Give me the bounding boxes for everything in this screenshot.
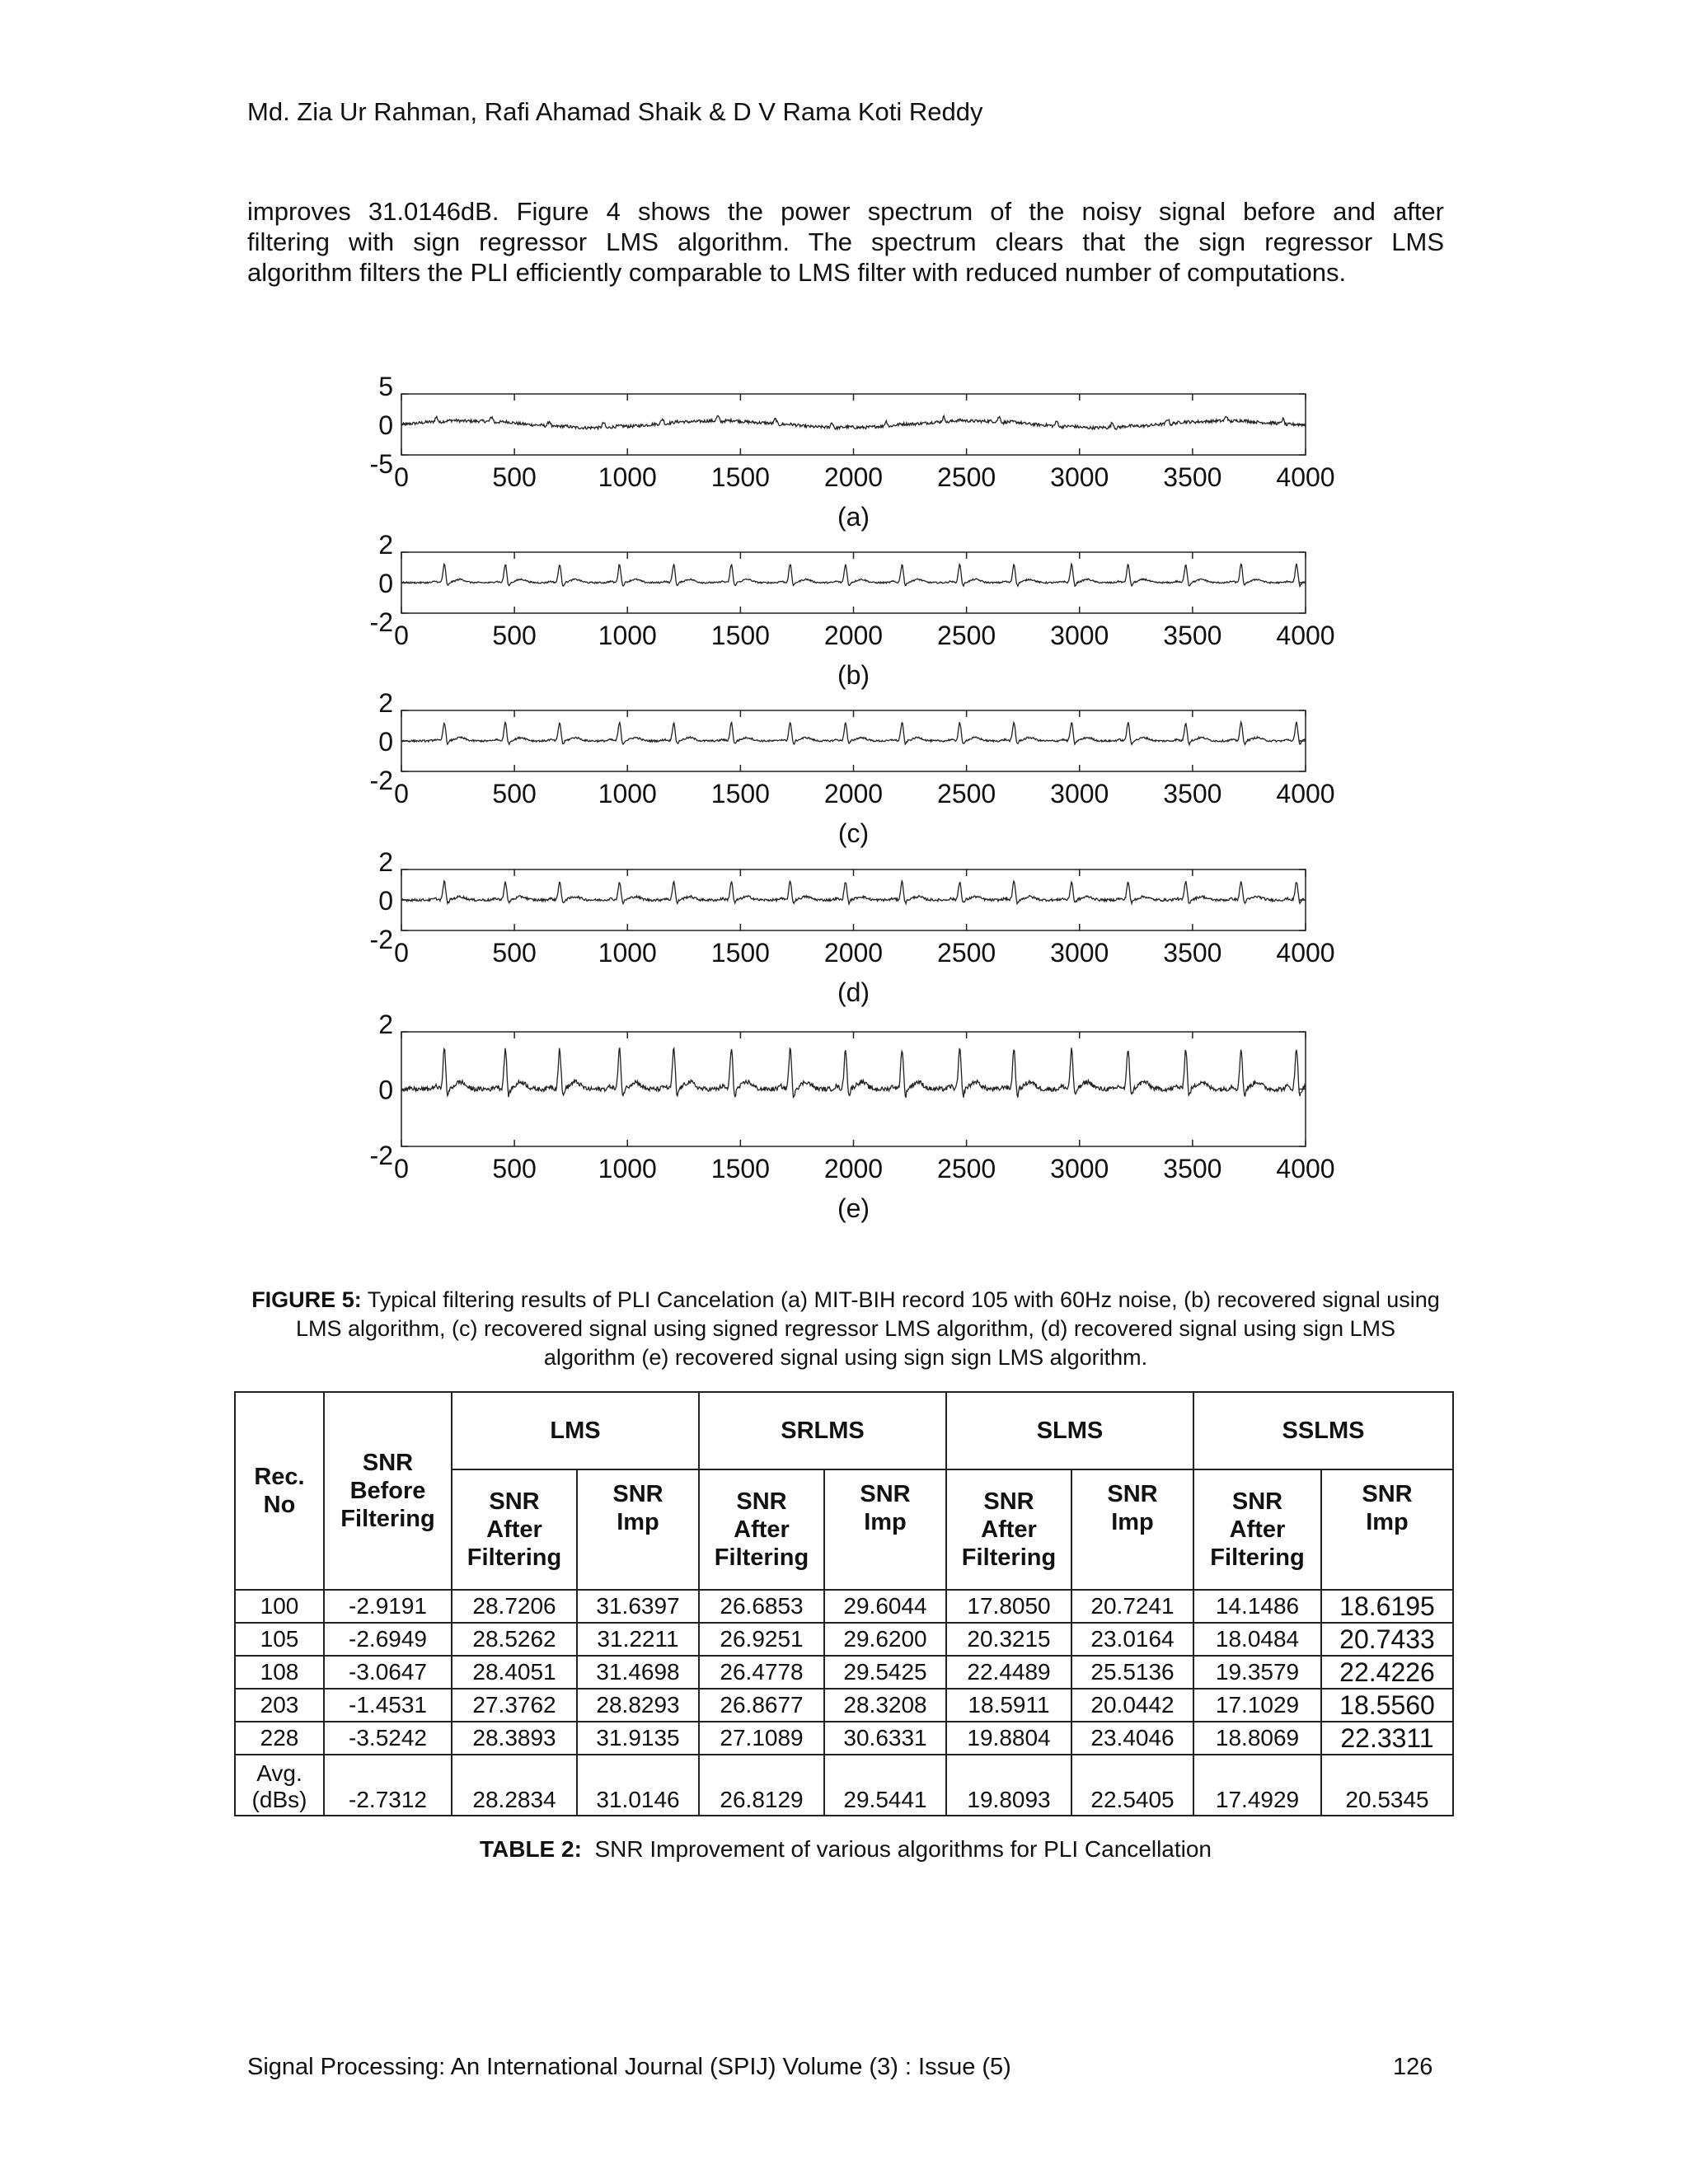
x-tick-label: 3500 xyxy=(1163,779,1222,808)
x-tick-label: 3000 xyxy=(1050,621,1109,650)
table-cell: 31.6397 xyxy=(577,1590,699,1623)
table-row xyxy=(235,1755,1453,1816)
x-tick-label: 2500 xyxy=(937,1154,996,1183)
table-cell: 18.6195 xyxy=(1321,1590,1453,1623)
x-tick-label: 1000 xyxy=(598,621,657,650)
table-cell: 26.6853 xyxy=(699,1590,824,1623)
group-header-srlms: SRLMS xyxy=(699,1392,946,1469)
table-cell: -3.5242 xyxy=(324,1722,452,1755)
sub-header-after: SNR After Filtering xyxy=(452,1469,577,1590)
table-cell: 29.6200 xyxy=(824,1623,946,1656)
table-cell: -2.7312 xyxy=(324,1755,452,1816)
table-row xyxy=(235,1689,1453,1722)
table-cell: -2.9191 xyxy=(324,1590,452,1623)
x-tick-label: 4000 xyxy=(1276,779,1335,808)
figure-caption-label: FIGURE 5: xyxy=(251,1287,362,1312)
x-tick-label: 1500 xyxy=(710,938,770,968)
table-cell: 108 xyxy=(235,1656,324,1689)
subplot-label: (d) xyxy=(837,977,870,1007)
subplot-label: (b) xyxy=(837,660,870,690)
snr-table xyxy=(234,1391,1454,1816)
table-cell: 22.4489 xyxy=(946,1656,1071,1689)
x-tick-label: 0 xyxy=(394,621,409,650)
x-tick-label: 4000 xyxy=(1276,462,1335,492)
ecg-series-e xyxy=(401,1047,1306,1098)
sub-header-imp: SNR Imp xyxy=(824,1469,946,1590)
table-cell: 31.4698 xyxy=(577,1656,699,1689)
table-cell: 28.5262 xyxy=(452,1623,577,1656)
x-tick-label: 4000 xyxy=(1276,1154,1335,1183)
x-tick-label: 2000 xyxy=(823,1154,884,1183)
table-cell: 19.8804 xyxy=(946,1722,1071,1755)
table-cell: 23.4046 xyxy=(1071,1722,1193,1755)
x-tick-label: 3500 xyxy=(1163,1154,1222,1183)
x-tick-label: 500 xyxy=(492,938,537,968)
figure-caption-text: Typical filtering results of PLI Cancelation (a) MIT-BIH record 105 with 60Hz noise, (b) recovered signal using LMS algorithm, (c) recovered signal using signed regressor LMS algorithm, (d) recovered signal using sign LMS algorithm (e) recovered signal using sign sign LMS algorithm. xyxy=(295,1287,1440,1370)
y-tick-label: 0 xyxy=(378,410,393,440)
y-tick-label: 2 xyxy=(378,1010,393,1039)
table-row xyxy=(235,1722,1453,1755)
table-cell: -2.6949 xyxy=(324,1623,452,1656)
table-cell: 27.1089 xyxy=(699,1722,824,1755)
y-tick-label: -2 xyxy=(369,1141,393,1170)
table-cell: 26.4778 xyxy=(699,1656,824,1689)
table-cell: 100 xyxy=(235,1590,324,1623)
x-tick-label: 1000 xyxy=(598,462,657,492)
sub-header-after: SNR After Filtering xyxy=(1193,1469,1321,1590)
footer-journal: Signal Processing: An International Journal (SPIJ) Volume (3) : Issue (5) xyxy=(247,2054,1011,2080)
table-cell: 28.3893 xyxy=(452,1722,577,1755)
table-cell: 29.5425 xyxy=(824,1656,946,1689)
sub-header-after: SNR After Filtering xyxy=(699,1469,824,1590)
y-tick-label: -2 xyxy=(369,925,393,954)
table-cell: 20.3215 xyxy=(946,1623,1071,1656)
table-cell: 23.0164 xyxy=(1071,1623,1193,1656)
table-cell: 17.8050 xyxy=(946,1590,1071,1623)
table-cell: 19.3579 xyxy=(1193,1656,1321,1689)
x-tick-label: 500 xyxy=(492,1154,537,1183)
y-tick-label: 2 xyxy=(378,847,393,877)
table-cell: 25.5136 xyxy=(1071,1656,1193,1689)
ecg-series-c xyxy=(401,722,1306,745)
figure-caption xyxy=(247,1286,1444,1372)
table-cell: 26.8129 xyxy=(699,1755,824,1816)
x-tick-label: 3500 xyxy=(1163,621,1222,650)
table-cell: Avg. (dBs) xyxy=(235,1755,324,1816)
table-cell: 203 xyxy=(235,1689,324,1722)
table-cell: 22.4226 xyxy=(1321,1656,1453,1689)
table-cell: 29.5441 xyxy=(824,1755,946,1816)
x-tick-label: 3000 xyxy=(1050,779,1109,808)
y-tick-label: 0 xyxy=(378,727,393,757)
col-header-before: SNR Before Filtering xyxy=(324,1392,452,1590)
x-tick-label: 2000 xyxy=(823,462,884,492)
y-tick-label: 0 xyxy=(378,1075,393,1105)
x-tick-label: 1500 xyxy=(710,462,770,492)
subplot-label: (c) xyxy=(837,818,870,848)
x-tick-label: 2500 xyxy=(937,779,996,808)
y-tick-label: 2 xyxy=(378,688,393,718)
y-tick-label: 0 xyxy=(378,569,393,598)
sub-header-imp: SNR Imp xyxy=(577,1469,699,1590)
x-tick-label: 3000 xyxy=(1050,462,1109,492)
table-caption-label: TABLE 2: xyxy=(479,1836,582,1862)
table-cell: 28.2834 xyxy=(452,1755,577,1816)
y-tick-label: 5 xyxy=(378,372,393,401)
sub-header-imp: SNR Imp xyxy=(1321,1469,1453,1590)
sub-header-after: SNR After Filtering xyxy=(946,1469,1071,1590)
table-cell: 17.1029 xyxy=(1193,1689,1321,1722)
x-tick-label: 3000 xyxy=(1050,938,1109,968)
table-cell: 28.3208 xyxy=(824,1689,946,1722)
table-cell: 31.9135 xyxy=(577,1722,699,1755)
x-tick-label: 500 xyxy=(492,462,537,492)
x-tick-label: 2500 xyxy=(937,621,996,650)
footer-page-number: 126 xyxy=(1393,2054,1433,2080)
table-cell: 27.3762 xyxy=(452,1689,577,1722)
x-tick-label: 0 xyxy=(394,938,409,968)
table-cell: 28.4051 xyxy=(452,1656,577,1689)
table-cell: 228 xyxy=(235,1722,324,1755)
subplot-label: (e) xyxy=(837,1193,870,1223)
y-tick-label: -2 xyxy=(369,607,393,637)
table-cell: 22.3311 xyxy=(1321,1722,1453,1755)
x-tick-label: 1500 xyxy=(710,1154,770,1183)
table-row xyxy=(235,1590,1453,1623)
table-row xyxy=(235,1656,1453,1689)
table-cell: 26.8677 xyxy=(699,1689,824,1722)
x-tick-label: 1500 xyxy=(710,779,770,808)
paragraph-line: algorithm filters the PLI efficiently comparable to LMS filter with reduced number of computations. xyxy=(247,258,1347,287)
running-header: Md. Zia Ur Rahman, Rafi Ahamad Shaik & D V Rama Koti Reddy xyxy=(247,97,983,126)
y-tick-label: 0 xyxy=(378,886,393,916)
table-cell: 31.0146 xyxy=(577,1755,699,1816)
x-tick-label: 0 xyxy=(394,462,409,492)
x-tick-label: 2500 xyxy=(937,462,996,492)
ecg-series-d xyxy=(401,881,1306,904)
x-tick-label: 0 xyxy=(394,779,409,808)
x-tick-label: 4000 xyxy=(1276,938,1335,968)
table-cell: 22.5405 xyxy=(1071,1755,1193,1816)
x-tick-label: 3500 xyxy=(1163,462,1222,492)
table-cell: 18.0484 xyxy=(1193,1623,1321,1656)
table-cell: 26.9251 xyxy=(699,1623,824,1656)
x-tick-label: 4000 xyxy=(1276,621,1335,650)
table-cell: 20.0442 xyxy=(1071,1689,1193,1722)
table-cell: 30.6331 xyxy=(824,1722,946,1755)
paragraph-line: filtering with sign regressor LMS algorithm. The spectrum clears that the sign regressor LMS xyxy=(247,227,1444,256)
x-tick-label: 2500 xyxy=(937,938,996,968)
table-caption-text: SNR Improvement of various algorithms for PLI Cancellation xyxy=(581,1836,1212,1862)
table-cell: 28.7206 xyxy=(452,1590,577,1623)
x-tick-label: 3000 xyxy=(1050,1154,1109,1183)
x-tick-label: 1500 xyxy=(710,621,770,650)
x-tick-label: 1000 xyxy=(598,938,657,968)
col-header-rec: Rec. No xyxy=(235,1392,324,1590)
table-cell: 28.8293 xyxy=(577,1689,699,1722)
ecg-series-b xyxy=(401,564,1306,587)
ecg-series-a xyxy=(401,415,1306,429)
x-tick-label: 500 xyxy=(492,621,537,650)
x-tick-label: 0 xyxy=(394,1154,409,1183)
table-cell: 18.5911 xyxy=(946,1689,1071,1722)
group-header-slms: SLMS xyxy=(946,1392,1193,1469)
sub-header-imp: SNR Imp xyxy=(1071,1469,1193,1590)
table-cell: 18.8069 xyxy=(1193,1722,1321,1755)
x-tick-label: 1000 xyxy=(598,779,657,808)
table-cell: 20.7241 xyxy=(1071,1590,1193,1623)
table-row xyxy=(235,1623,1453,1656)
table-cell: 20.7433 xyxy=(1321,1623,1453,1656)
table-cell: 29.6044 xyxy=(824,1590,946,1623)
x-tick-label: 2000 xyxy=(823,621,884,650)
group-header-sslms: SSLMS xyxy=(1193,1392,1453,1469)
x-tick-label: 500 xyxy=(492,779,537,808)
table-cell: 17.4929 xyxy=(1193,1755,1321,1816)
table-cell: 14.1486 xyxy=(1193,1590,1321,1623)
x-tick-label: 2000 xyxy=(823,779,884,808)
x-tick-label: 1000 xyxy=(598,1154,657,1183)
y-tick-label: -5 xyxy=(369,449,393,479)
table-cell: 19.8093 xyxy=(946,1755,1071,1816)
group-header-lms: LMS xyxy=(452,1392,699,1469)
table-cell: 105 xyxy=(235,1623,324,1656)
table-cell: 31.2211 xyxy=(577,1623,699,1656)
x-tick-label: 2000 xyxy=(823,938,884,968)
table-cell: 18.5560 xyxy=(1321,1689,1453,1722)
table-caption xyxy=(247,1836,1444,1863)
x-tick-label: 3500 xyxy=(1163,938,1222,968)
y-tick-label: -2 xyxy=(369,766,393,795)
paragraph-line: improves 31.0146dB. Figure 4 shows the power spectrum of the noisy signal before and after xyxy=(247,197,1444,226)
table-cell: -3.0647 xyxy=(324,1656,452,1689)
table-cell: -1.4531 xyxy=(324,1689,452,1722)
table-cell: 20.5345 xyxy=(1321,1755,1453,1816)
subplot-label: (a) xyxy=(837,502,870,532)
y-tick-label: 2 xyxy=(378,530,393,560)
